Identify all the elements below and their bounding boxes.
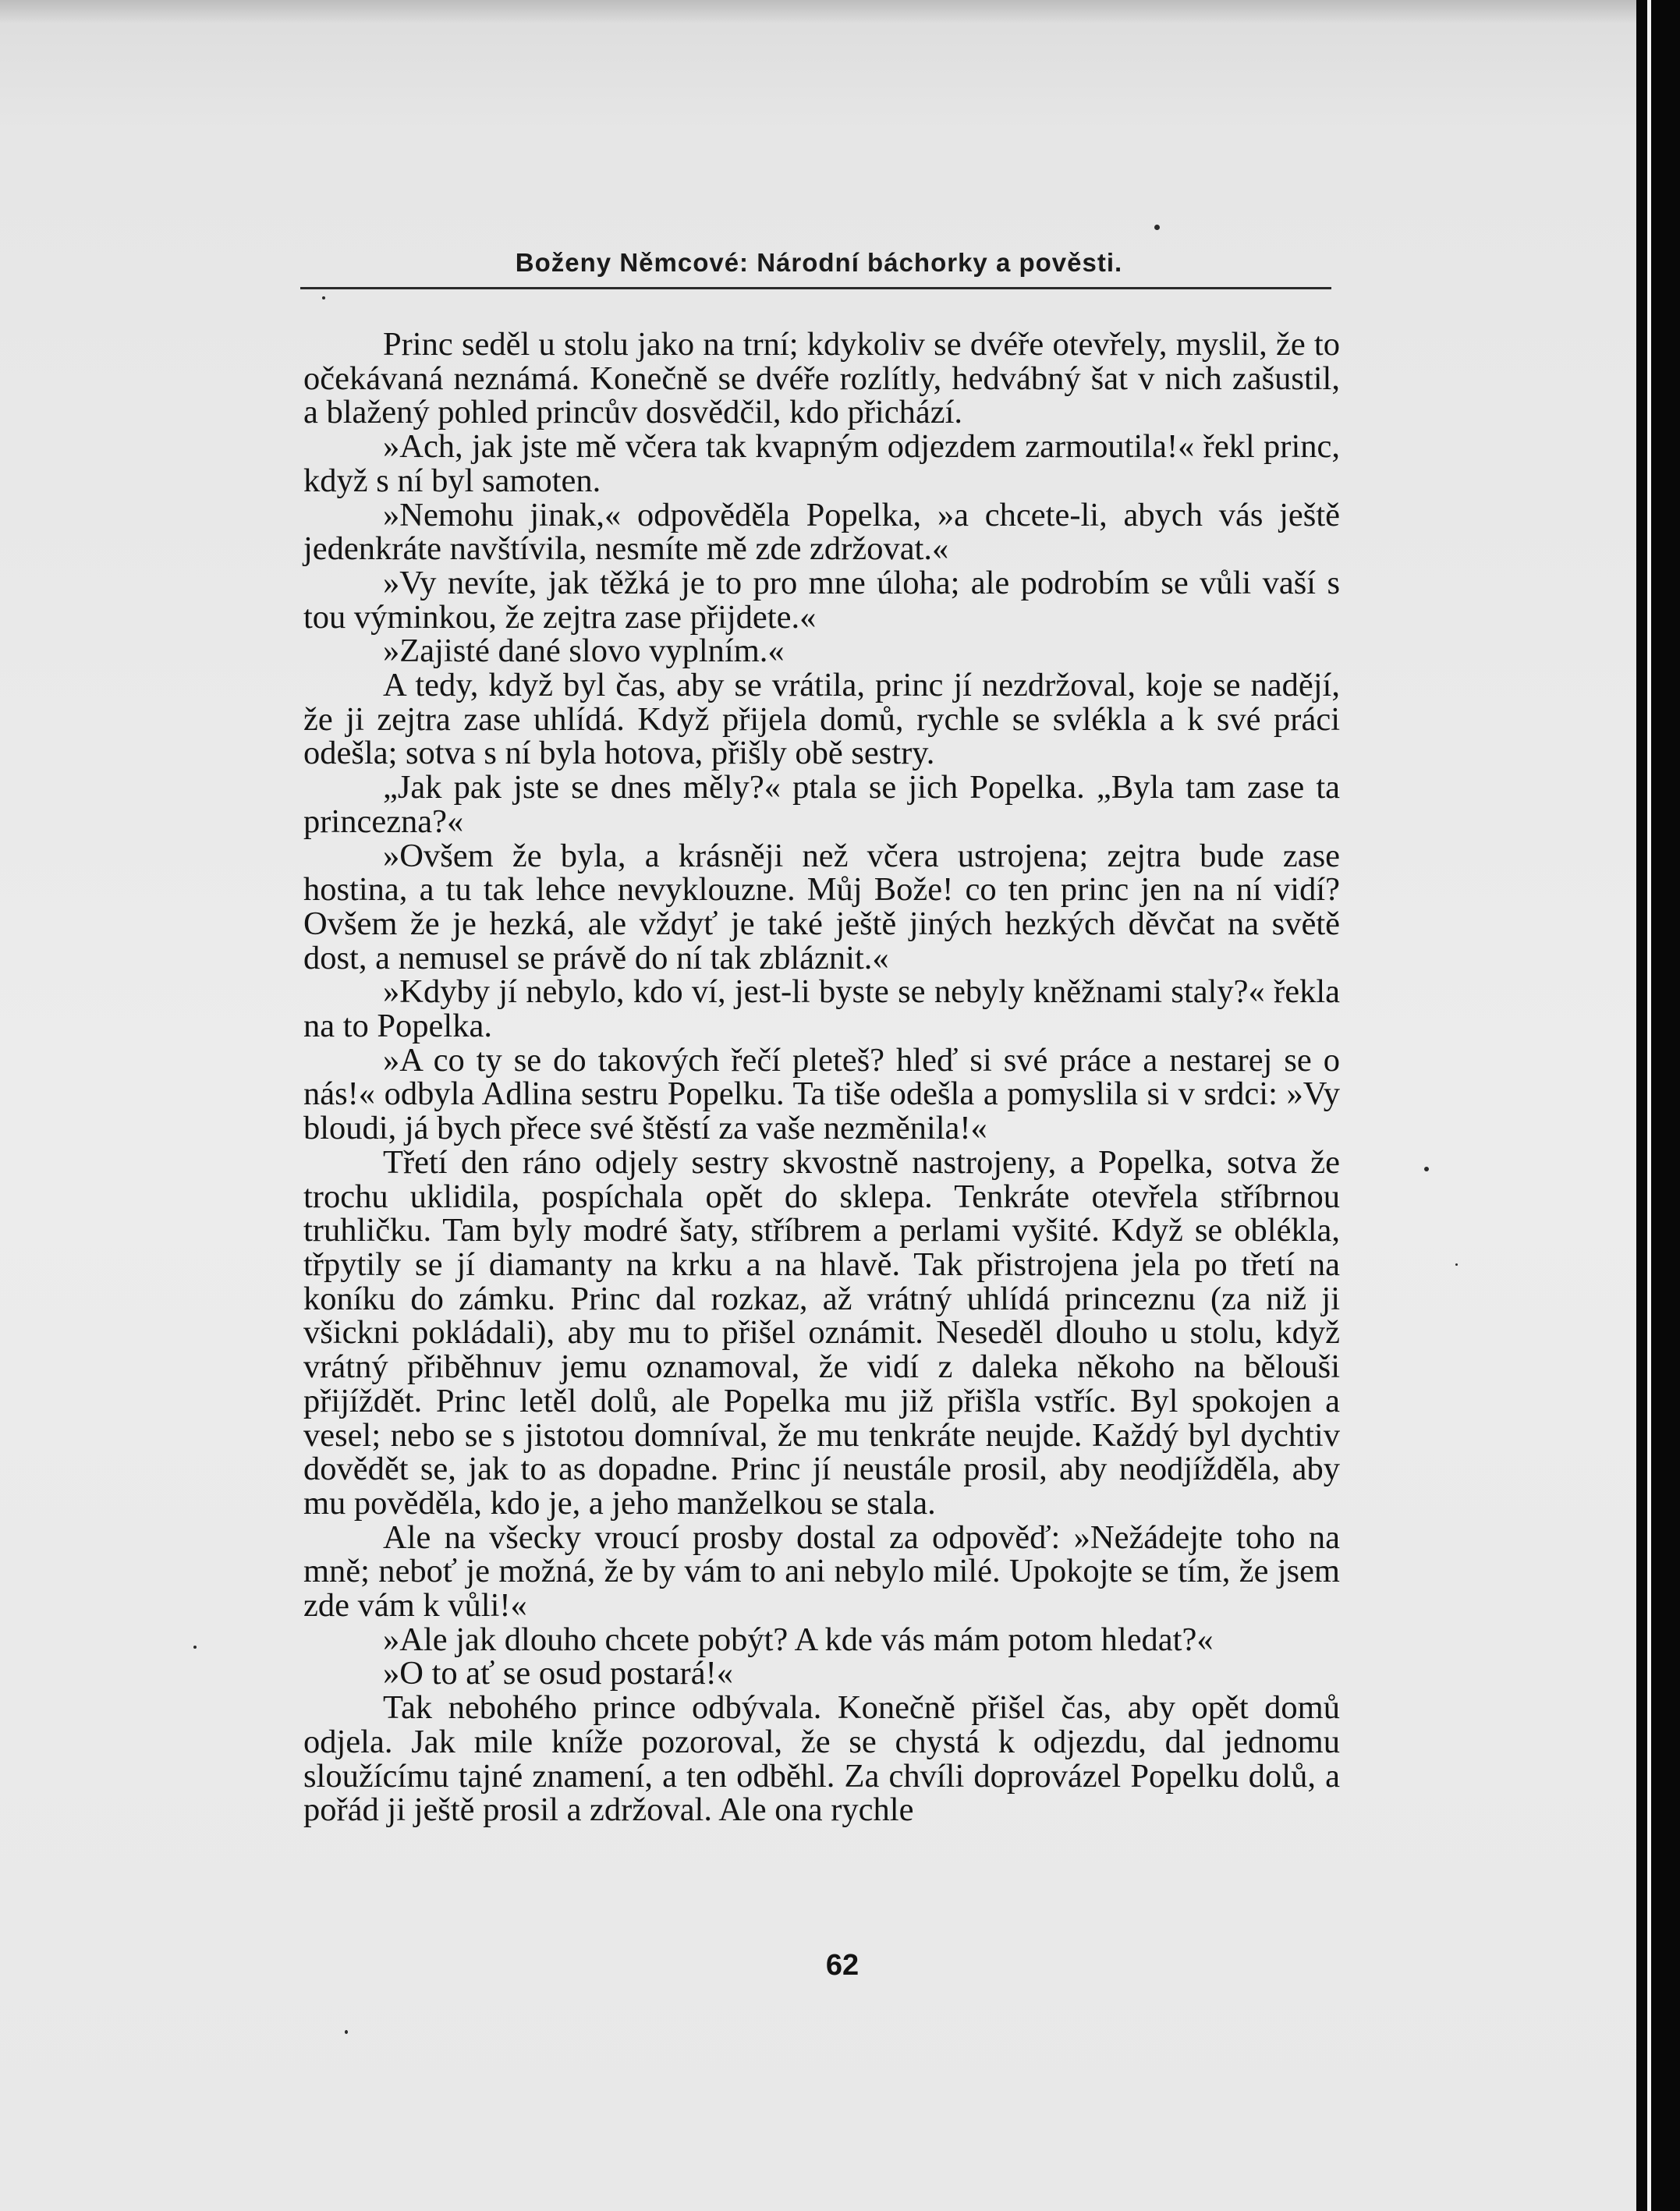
paragraph: »Ovšem že byla, a krásněji než včera ustrojena; zejtra bude zase hostina, a tu tak lehce nevyklouzne. Můj Bože! co ten princ jen na ní vidí? Ovšem že je hezká, ale vždyť je také ještě jiných hezkých děvčat na světě dost, a nemusel se právě do ní tak zbláznit.« xyxy=(303,837,1340,976)
body-text xyxy=(303,328,1340,1827)
paragraph: »O to ať se osud postará!« xyxy=(383,1655,733,1692)
ink-speck xyxy=(1154,225,1160,230)
ink-speck xyxy=(193,1646,197,1649)
running-head: Boženy Němcové: Národní báchorky a pověsti. xyxy=(515,248,1123,277)
page-top-shadow xyxy=(0,0,1636,23)
paragraph: »Kdyby jí nebylo, kdo ví, jest-li byste se nebyly kněžnami staly?« řekla na to Popelka. xyxy=(303,973,1340,1045)
paragraph: »A co ty se do takových řečí pleteš? hleď si své práce a nestarej se o nás!« odbyla Adlina sestru Popelku. Ta tiše odešla a pomyslila si v srdci: »Vy bloudi, já bych přece své štěstí za vaše nezměnila!« xyxy=(303,1041,1340,1147)
paragraph: Ale na všecky vroucí prosby dostal za odpověď: »Nežádejte toho na mně; neboť je možná, že by vám to ani nebylo milé. Upokojte se tím, že jsem zde vám k vůli!« xyxy=(303,1518,1340,1625)
paragraph: »Nemohu jinak,« odpověděla Popelka, »a chcete-li, abych vás ještě jedenkráte navštívila, nesmíte mě zde zdržovat.« xyxy=(303,496,1340,568)
ink-speck xyxy=(345,2030,348,2034)
page-edge-line xyxy=(1647,0,1651,2211)
paragraph: »Ale jak dlouho chcete pobýt? A kde vás mám potom hledat?« xyxy=(383,1621,1214,1658)
paragraph: »Vy nevíte, jak těžká je to pro mne úloha; ale podrobím se vůli vaší s tou výminkou, že zejtra zase přijdete.« xyxy=(303,564,1340,636)
ink-speck xyxy=(322,296,325,299)
ink-speck xyxy=(1424,1167,1429,1171)
header-rule xyxy=(300,287,1331,289)
page-number: 62 xyxy=(825,1949,859,1982)
ink-speck xyxy=(1455,1263,1458,1266)
paragraph: »Zajisté dané slovo vyplním.« xyxy=(383,632,785,670)
paragraph: Tak nebohého prince odbývala. Konečně přišel čas, aby opět domů odjela. Jak mile kníže pozoroval, že se chystá k odjezdu, dal jednomu sloužícímu tajné znamení, a ten odběhl. Za chvíli doprovázel Popelku dolů, a pořád ji ještě prosil a zdržoval. Ale ona rychle xyxy=(303,1689,1340,1829)
paragraph: Třetí den ráno odjely sestry skvostně nastrojeny, a Popelka, sotva že trochu uklidila, pospíchala opět do sklepa. Tenkráte otevřela stříbrnou truhličku. Tam byly modré šaty, stříbrem a perlami vyšité. Když se oblékla, třpytily se jí diamanty na krku a na hlavě. Tak přistrojena jela po třetí na koníku do zámku. Princ dal rozkaz, až vrátný uhlídá princeznu (za niž ji všickni pokládali), aby mu to přišel oznámit. Neseděl dlouho u stolu, když vrátný přiběhnuv jemu oznamoval, že vidí z daleka někoho na bělouši přijíždět. Princ letěl dolů, ale Popelka mu již přišla vstříc. Byl spokojen a vesel; nebo se s jistotou domníval, že mu tenkráte neujde. Každý byl dychtiv dovědět se, jak to as dopadne. Princ jí neustále prosil, aby neodjížděla, aby mu pověděla, kdo je, a jeho manželkou se stala. xyxy=(303,1143,1340,1522)
paragraph: A tedy, když byl čas, aby se vrátila, princ jí nezdržoval, koje se nadějí, že ji zejtra zase uhlídá. Když přijela domů, rychle se svlékla a k své práci odešla; sotva s ní byla hotova, přišly obě sestry. xyxy=(303,667,1340,772)
paragraph: »Ach, jak jste mě včera tak kvapným odjezdem zarmoutila!« řekl princ, když s ní byl samoten. xyxy=(303,428,1340,499)
paragraph: Princ seděl u stolu jako na trní; kdykoliv se dvéře otevřely, myslil, že to očekávaná neznámá. Konečně se dvéře rozlítly, hedvábný šat v nich zašustil, a blažený pohled princův dosvědčil, kdo přichází. xyxy=(303,326,1340,431)
book-spine-shadow xyxy=(1636,0,1680,2211)
paragraph: „Jak pak jste se dnes měly?« ptala se jich Popelka. „Byla tam zase ta princezna?« xyxy=(303,769,1340,840)
